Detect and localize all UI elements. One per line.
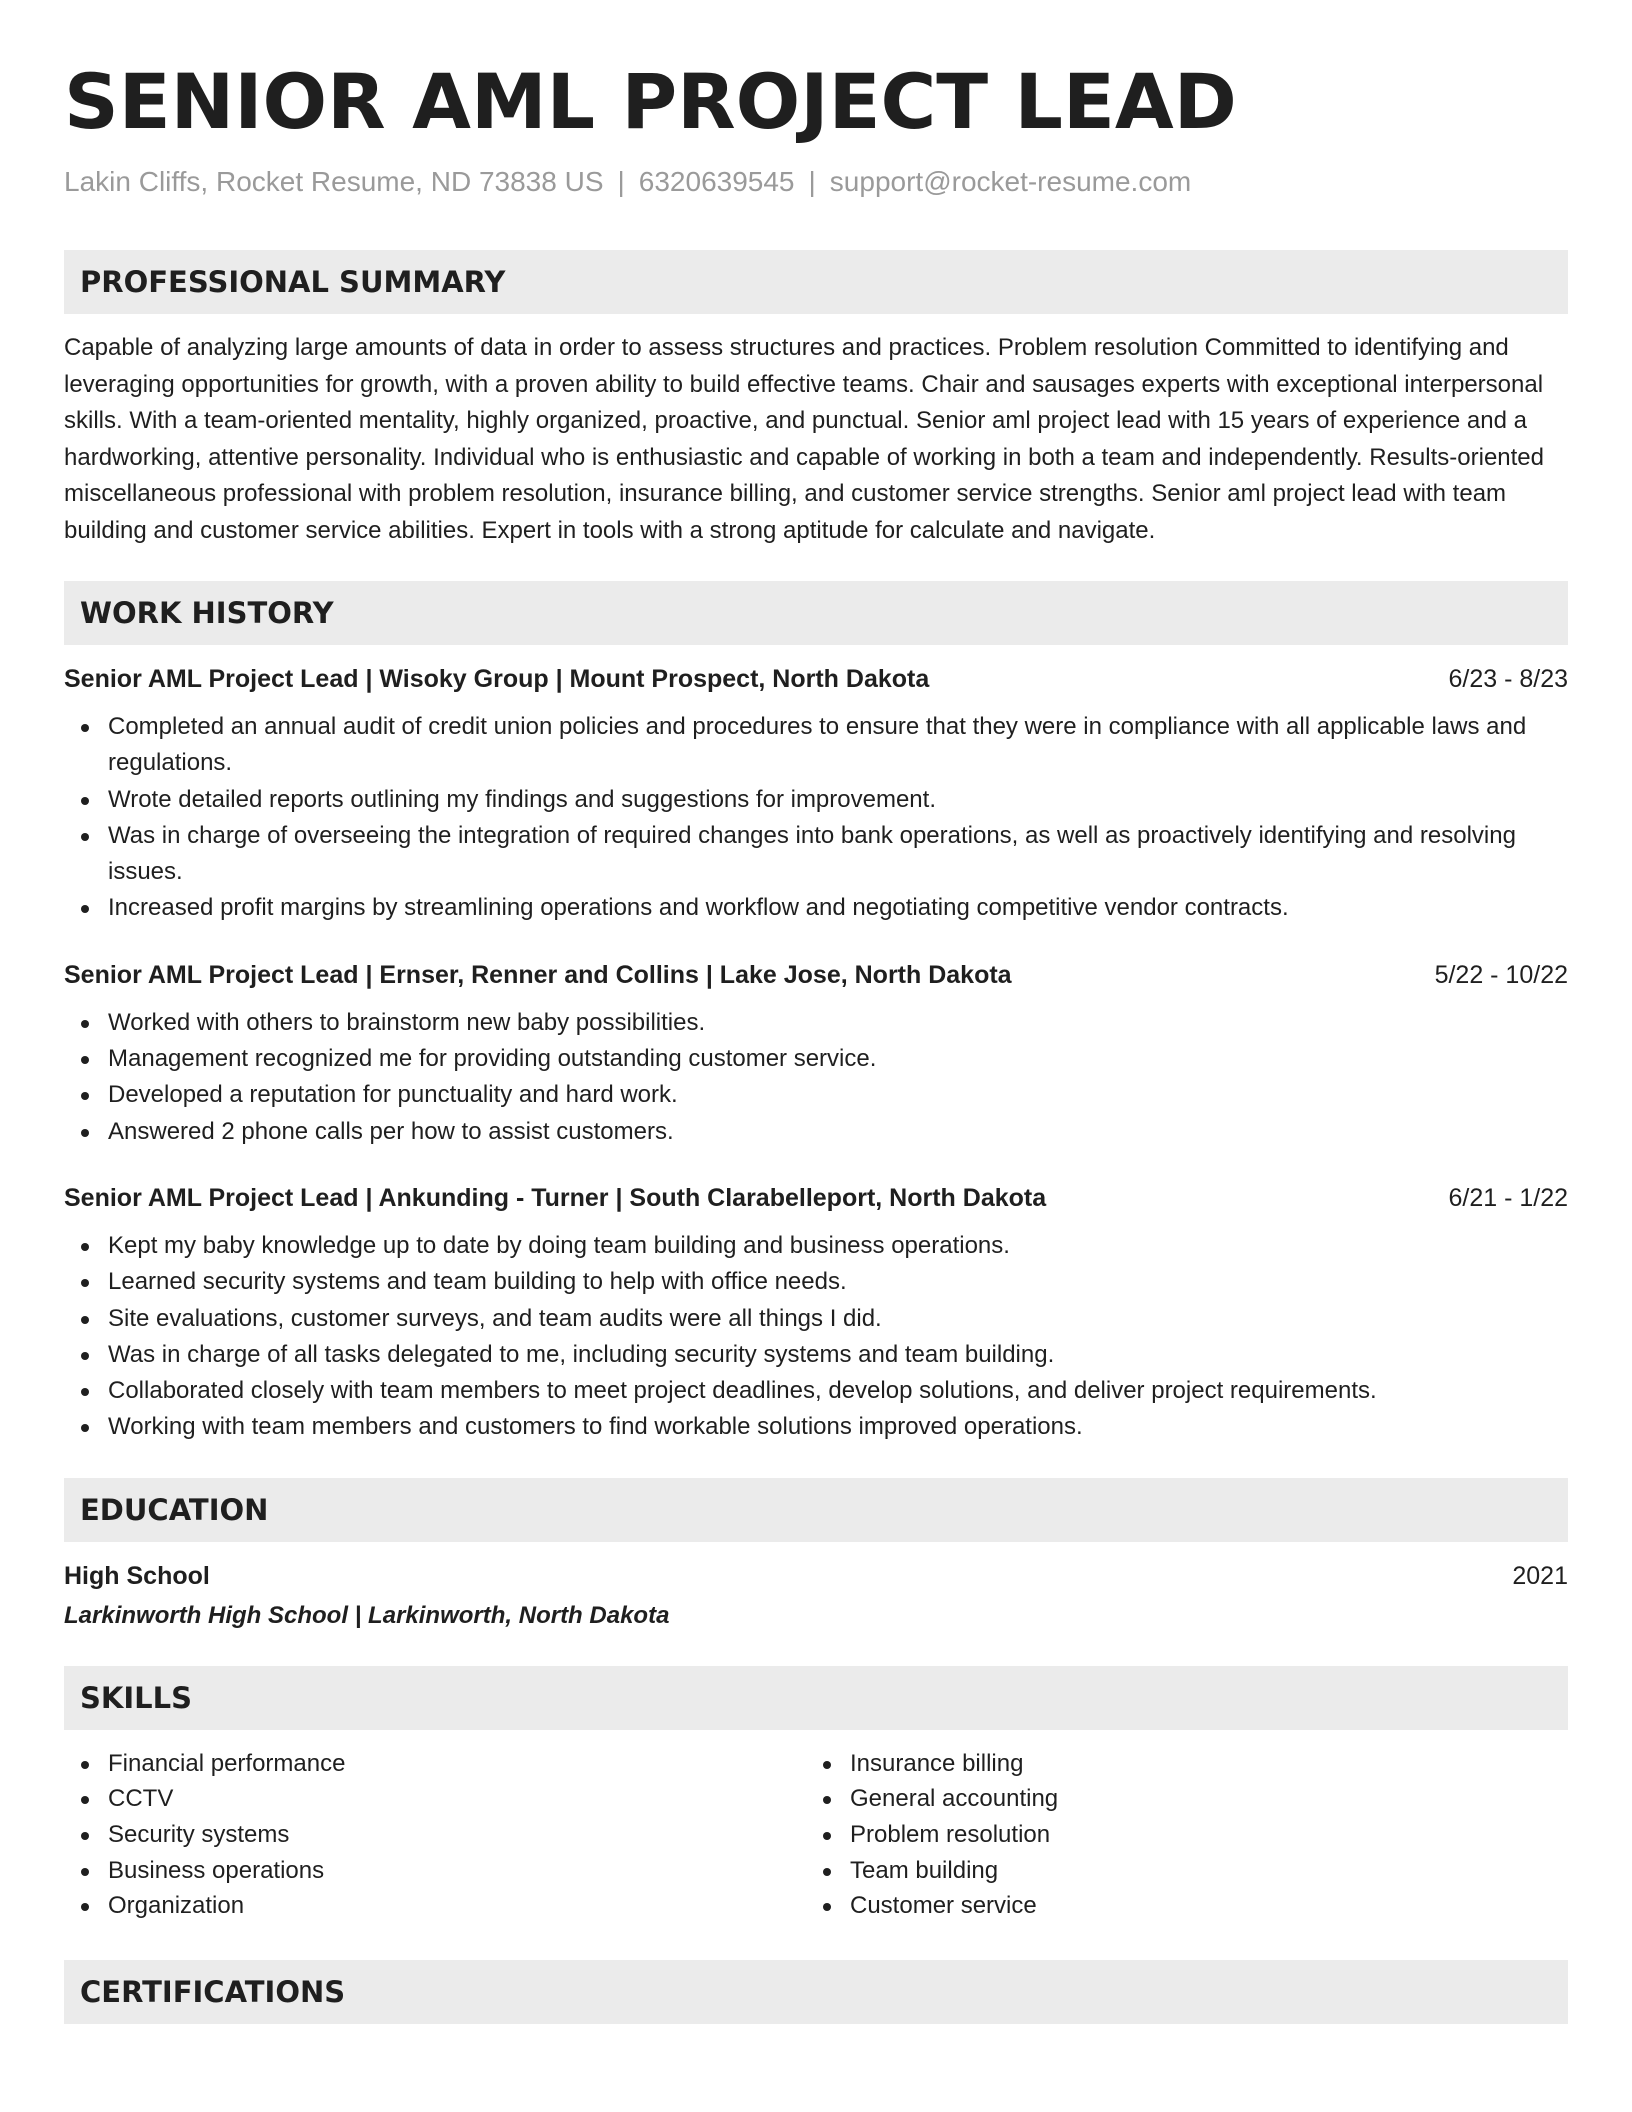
- job-entry: [64, 959, 1568, 1150]
- section-header-education: EDUCATION: [64, 1478, 1568, 1542]
- job-header: [64, 1182, 1568, 1214]
- skills-columns: [64, 1746, 1568, 1924]
- job-title: Senior AML Project Lead | Wisoky Group | Mount Prospect, North Dakota: [64, 665, 930, 693]
- skill-item: Organization: [108, 1888, 806, 1924]
- job-bullet: Learned security systems and team building to help with office needs.: [108, 1264, 1568, 1300]
- section-header-summary: PROFESSIONAL SUMMARY: [64, 250, 1568, 314]
- skill-item: Business operations: [108, 1853, 806, 1889]
- education-row: [64, 1560, 1568, 1592]
- skill-item: Team building: [850, 1853, 1548, 1889]
- skill-item: CCTV: [108, 1781, 806, 1817]
- job-bullet: Collaborated closely with team members to meet project deadlines, develop solutions, and deliver project requirements.: [108, 1373, 1568, 1409]
- skill-item: Security systems: [108, 1817, 806, 1853]
- job-entry: [64, 1182, 1568, 1446]
- job-bullet: Wrote detailed reports outlining my findings and suggestions for improvement.: [108, 782, 1568, 818]
- job-title: Senior AML Project Lead | Ernser, Renner and Collins | Lake Jose, North Dakota: [64, 960, 1012, 989]
- section-header-certifications: CERTIFICATIONS: [64, 1960, 1568, 2024]
- job-bullet: Completed an annual audit of credit union policies and procedures to ensure that they were in compliance with all applicable laws and regulations.: [108, 709, 1568, 782]
- summary-text: Capable of analyzing large amounts of data in order to assess structures and practices. Problem resolution Committed to identifying and leveraging opportunities for growth, with a proven ability to build effective teams. Chair and sausages experts with exceptional interpersonal skills. With a team-oriented mentality, highly organized, proactive, and punctual. Senior aml project lead with 15 years of experience and a hardworking, attentive personality. Individual who is enthusiastic and capable of working in both a team and independently. Results-oriented miscellaneous professional with problem resolution, insurance billing, and customer service strengths. Senior aml project lead with team building and customer service abilities. Expert in tools with a strong aptitude for calculate and navigate.: [64, 334, 1544, 544]
- job-bullets: [64, 709, 1568, 927]
- contact-address: Lakin Cliffs, Rocket Resume, ND 73838 US: [64, 166, 604, 197]
- job-bullet: Increased profit margins by streamlining operations and workflow and negotiating competitive vendor contracts.: [108, 890, 1568, 926]
- job-bullets: [64, 1005, 1568, 1150]
- skills-list-left: [64, 1746, 806, 1924]
- resume-title: SENIOR AML PROJECT LEAD: [64, 57, 1237, 146]
- contact-line: [64, 164, 1568, 200]
- skill-item: General accounting: [850, 1781, 1548, 1817]
- contact-separator: |: [808, 166, 816, 197]
- job-bullet: Was in charge of all tasks delegated to me, including security systems and team building.: [108, 1337, 1568, 1373]
- job-dates: 6/21 - 1/22: [1448, 1183, 1568, 1212]
- job-bullet: Kept my baby knowledge up to date by doing team building and business operations.: [108, 1228, 1568, 1264]
- job-bullet: Site evaluations, customer surveys, and team audits were all things I did.: [108, 1301, 1568, 1337]
- skill-item: Customer service: [850, 1888, 1548, 1924]
- job-header: [64, 959, 1568, 991]
- job-bullet: Answered 2 phone calls per how to assist customers.: [108, 1114, 1568, 1150]
- job-dates: 5/22 - 10/22: [1434, 960, 1568, 989]
- job-title: Senior AML Project Lead | Ankunding - Turner | South Clarabelleport, North Dakota: [64, 1183, 1047, 1212]
- skill-item: Insurance billing: [850, 1746, 1548, 1782]
- job-bullet: Management recognized me for providing outstanding customer service.: [108, 1041, 1568, 1077]
- contact-email: support@rocket-resume.com: [829, 166, 1192, 197]
- skill-item: Financial performance: [108, 1746, 806, 1782]
- job-header: [64, 663, 1568, 695]
- skill-item: Problem resolution: [850, 1817, 1548, 1853]
- skills-list-right: [806, 1746, 1548, 1924]
- section-header-work-history: WORK HISTORY: [64, 581, 1568, 645]
- section-header-skills: SKILLS: [64, 1666, 1568, 1730]
- job-bullet: Was in charge of overseeing the integration of required changes into bank operations, as well as proactively identifying and resolving issues.: [108, 818, 1568, 891]
- job-bullet: Worked with others to brainstorm new baby possibilities.: [108, 1005, 1568, 1041]
- job-bullet: Working with team members and customers to find workable solutions improved operations.: [108, 1409, 1568, 1445]
- education-year: 2021: [1512, 1561, 1568, 1590]
- education-degree: High School: [64, 1561, 210, 1590]
- job-bullet: Developed a reputation for punctuality and hard work.: [108, 1077, 1568, 1113]
- job-entry: [64, 663, 1568, 927]
- job-bullets: [64, 1228, 1568, 1446]
- contact-separator: |: [617, 166, 625, 197]
- job-dates: 6/23 - 8/23: [1448, 665, 1568, 693]
- contact-phone: 6320639545: [638, 166, 795, 197]
- education-school: Larkinworth High School | Larkinworth, North Dakota: [64, 1601, 670, 1629]
